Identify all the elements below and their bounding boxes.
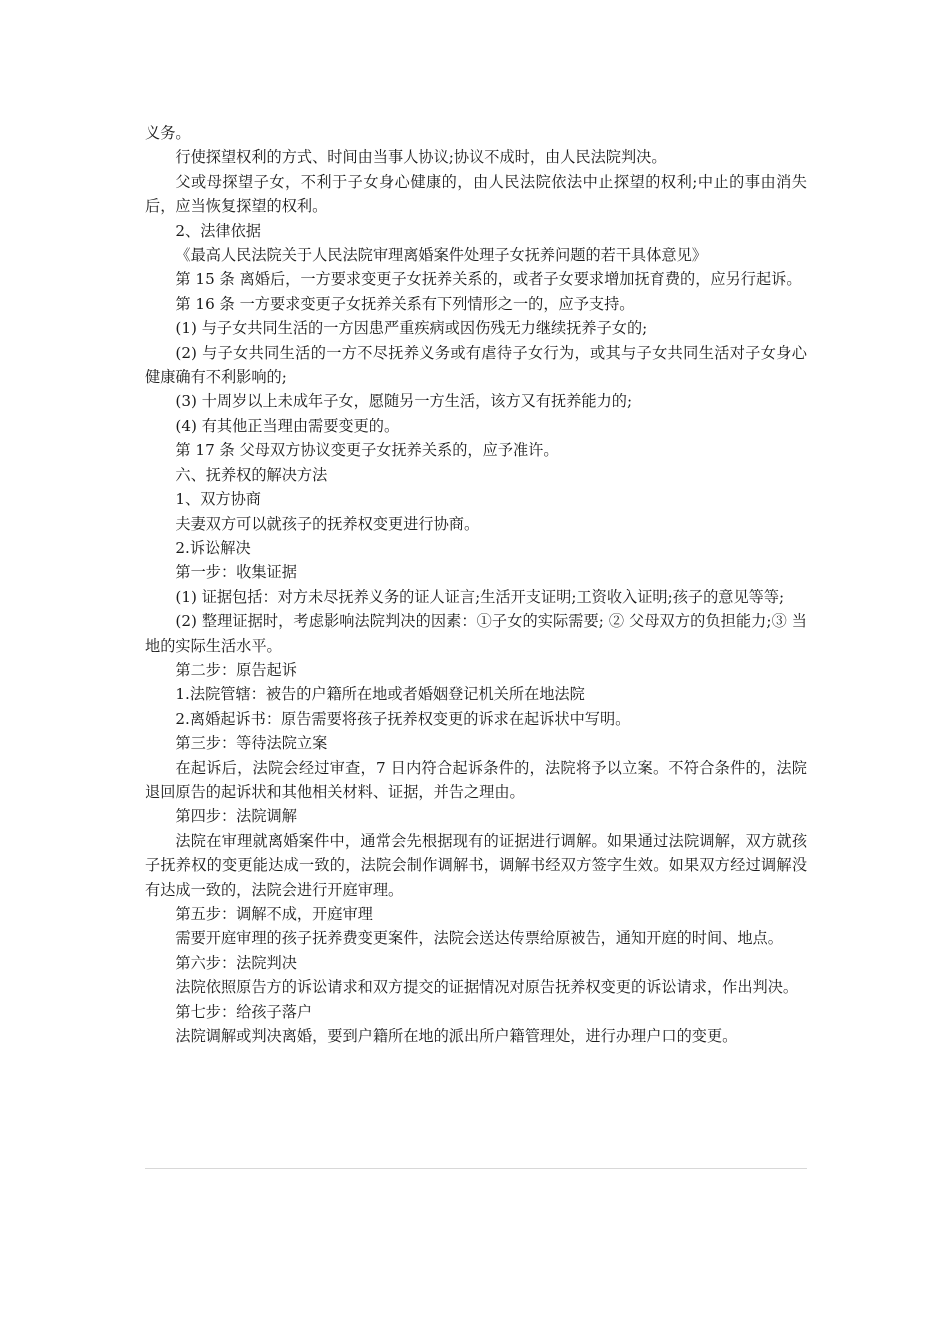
list-item: 2.离婚起诉书：原告需要将孩子抚养权变更的诉求在起诉状中写明。 [175,709,631,728]
step-heading: 第六步：法院判决 [175,953,297,972]
step-heading: 第三步：等待法院立案 [175,734,328,753]
paragraph: 父或母探望子女，不利于子女身心健康的，由人民法院依法中止探望的权利;中止的事由消失后，应当恢复探望的权利。 [145,172,807,216]
article-16: 第 16 条 一方要求变更子女抚养关系有下列情形之一的，应予支持。 [175,294,635,313]
page-divider [145,1168,807,1169]
step-heading: 第二步：原告起诉 [175,660,297,679]
article-17: 第 17 条 父母双方协议变更子女抚养关系的，应予准许。 [175,441,559,460]
list-item: (1) 与子女共同生活的一方因患严重疾病或因伤残无力继续抚养子女的; [175,319,648,338]
step-heading: 第四步：法院调解 [175,807,297,826]
subsection-heading: 2.诉讼解决 [175,538,251,557]
paragraph: 行使探望权利的方式、时间由当事人协议;协议不成时，由人民法院判决。 [175,148,667,167]
paragraph: 法院依照原告方的诉讼请求和双方提交的证据情况对原告抚养权变更的诉讼请求，作出判决。 [175,978,799,997]
step-heading: 第一步：收集证据 [175,563,297,582]
paragraph: 法院在审理就离婚案件中，通常会先根据现有的证据进行调解。如果通过法院调解，双方就孩子抚养权的变更能达成一致的，法院会制作调解书，调解书经双方签字生效。如果双方经过调解没有达成一致的，法院会进行开庭审理。 [145,831,807,899]
list-item: 1.法院管辖：被告的户籍所在地或者婚姻登记机关所在地法院 [175,685,585,704]
document-citation: 《最高人民法院关于人民法院审理离婚案件处理子女抚养问题的若干具体意见》 [175,246,707,265]
list-item: (3) 十周岁以上未成年子女，愿随另一方生活，该方又有抚养能力的; [175,392,633,411]
paragraph: 法院调解或判决离婚，要到户籍所在地的派出所户籍管理处，进行办理户口的变更。 [175,1027,738,1046]
document-body [145,121,807,1048]
list-item: (2) 整理证据时，考虑影响法院判决的因素：①子女的实际需要; ② 父母双方的负担能力;③ 当地的实际生活水平。 [145,612,807,655]
paragraph: 需要开庭审理的孩子抚养费变更案件，法院会送达传票给原被告，通知开庭的时间、地点。 [175,929,783,948]
paragraph: 在起诉后，法院会经过审查，7 日内符合起诉条件的，法院将予以立案。不符合条件的，法院退回原告的起诉状和其他相关材料、证据，并告之理由。 [145,758,807,801]
list-item: (1) 证据包括：对方未尽抚养义务的证人证言;生活开支证明;工资收入证明;孩子的意见等等; [175,587,785,606]
subsection-heading: 1、双方协商 [175,490,261,509]
section-heading: 2、法律依据 [175,221,261,240]
paragraph: 夫妻双方可以就孩子的抚养权变更进行协商。 [175,514,480,533]
step-heading: 第五步：调解不成，开庭审理 [175,905,373,923]
list-item: (4) 有其他正当理由需要变更的。 [175,416,400,435]
list-item: (2) 与子女共同生活的一方不尽抚养义务或有虐待子女行为，或其与子女共同生活对子女身心健康确有不利影响的; [145,343,807,387]
paragraph: 义务。 [145,124,191,142]
step-heading: 第七步：给孩子落户 [175,1002,313,1021]
article-15: 第 15 条 离婚后，一方要求变更子女抚养关系的，或者子女要求增加抚育费的，应另行起诉。 [175,270,802,289]
section-heading: 六、抚养权的解决方法 [175,465,328,484]
